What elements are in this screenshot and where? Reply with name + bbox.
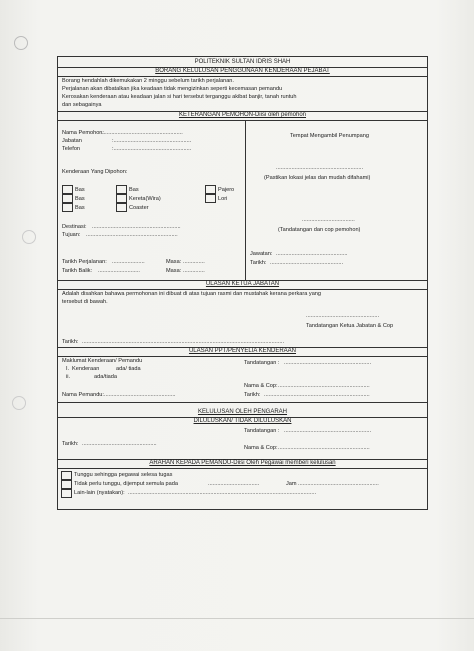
destinasi-label: Destinasi: (62, 224, 87, 230)
approval-section-title: KELULUSAN OLEH PENGARAH (197, 409, 288, 415)
vehicle-checkbox[interactable] (116, 185, 127, 194)
ppt-section-title: ULASAN PPT/PENYELIA KENDERAAN (188, 348, 297, 354)
form-title: BORANG KELULUSAN PENGGUNAAN KENDERAAN PEJABAT (155, 68, 330, 74)
item-2-number: ii. (66, 374, 71, 380)
tujuan-label: Tujuan: (62, 232, 81, 238)
jabatan-label: Jabatan (62, 138, 82, 144)
vehicle-checkbox[interactable] (205, 194, 216, 203)
driver-option-2-jam-field[interactable]: .................................................... (298, 481, 379, 487)
driver-option-2-date-field[interactable]: ................................. (208, 481, 260, 487)
ppt-tandatangan-field[interactable]: ........................................................ (284, 360, 372, 366)
driver-option-3-field[interactable]: ......................................................................................................................... (128, 490, 317, 496)
driver-option-checkbox[interactable] (61, 489, 72, 498)
destinasi-field[interactable]: ......................................................... (92, 224, 181, 230)
pickup-location-label: Tempat Mengambil Penumpang (290, 133, 369, 139)
nama-pemohon-label: Nama Pemohon: (62, 130, 104, 136)
approval-decision[interactable]: DILULUSKAN/ TIDAK DILULUSKAN (193, 418, 292, 424)
note-3: Kerosakan kenderaan atau keadaan jalan si hari tersebut terganggu akibat banjir, tanah runtuh (62, 94, 297, 100)
driver-option-2: Tidak perlu tunggu, dijemput semula pada (74, 481, 178, 487)
driver-option-2-jam-label: Jam (286, 481, 297, 487)
tarikh-label: Tarikh: (250, 260, 267, 266)
dept-statement-line-2: tersebut di bawah. (62, 299, 108, 305)
item-1-number: I. (66, 366, 70, 372)
jabatan-field[interactable]: :.................................................. (112, 138, 192, 144)
vehicle-option-label: Coaster (129, 205, 149, 211)
vehicle-option-label: Bas (75, 205, 85, 211)
nama-pemandu-field[interactable]: .............................................. (104, 392, 176, 398)
applicant-tarikh-field[interactable]: ............................................... (270, 260, 344, 266)
vehicle-approval-form (57, 56, 428, 510)
driver-section-title: ARAHAN KEPADA PEMANDU-Diisi Oleh Pegawai memberi kelulusan (149, 460, 336, 466)
item-1-value: ada/ tiada (116, 366, 141, 372)
item-2-value: ada/tiada (94, 374, 118, 380)
vehicle-label: Kenderaan Yang Dipohon: (62, 169, 128, 175)
approval-tandatangan-field[interactable]: ........................................................ (284, 428, 372, 434)
note-4: dan sebagainya (62, 102, 102, 108)
nama-pemohon-field[interactable]: .................................................... (102, 130, 183, 136)
ppt-tarikh-label: Tarikh: (244, 392, 261, 398)
dept-tarikh-label: Tarikh: (62, 339, 79, 345)
approval-tarikh-label: Tarikh: (62, 441, 79, 447)
pickup-location-note: (Pastikan lokasi jelas dan mudah difahami) (264, 175, 371, 181)
vehicle-option-label: Bas (75, 187, 85, 193)
note-2: Perjalanan akan dibatalkan jika keadaan tidak mengizinkan seperti kecemasan pemandu (62, 86, 283, 92)
jawatan-label: Jawatan: (250, 251, 273, 257)
applicant-section-title: KETERANGAN PEMOHON-Diisi oleh pemohon (178, 112, 307, 118)
bottom-page-edge (0, 618, 474, 619)
vehicle-checkbox[interactable] (116, 203, 127, 212)
vehicle-option-label: Pajero (218, 187, 235, 193)
masa-label: Masa: (166, 268, 182, 274)
note-1: Borang hendahlah dikemukakan 2 minggu sebelum tarikh perjalanan. (62, 78, 234, 84)
ppt-nama-cop-label: Nama & Cop: (244, 383, 278, 389)
driver-option-3: Lain-lain (nyatakan): (74, 490, 125, 496)
vehicle-checkbox[interactable] (62, 185, 73, 194)
tujuan-field[interactable]: ........................................................... (86, 232, 178, 238)
masa-label: Masa: (166, 259, 182, 265)
ppt-nama-cop-field[interactable]: ........................................................... (278, 383, 370, 389)
institution-name: POLITEKNIK SULTAN IDRIS SHAH (194, 59, 291, 65)
ppt-tandatangan-label: Tandatangan : (244, 360, 280, 366)
dept-statement-line-1: Adalah disahkan bahawa permohonan ini dibuat di atas tujuan rasmi dan mustahak kerana perkara yang (62, 291, 322, 297)
driver-option-checkbox[interactable] (61, 471, 72, 480)
driver-option-1: Tunggu sehingga pegawai selesa tugas (74, 472, 173, 478)
pickup-location-field[interactable]: ........................................................ (276, 165, 364, 171)
vehicle-checkbox[interactable] (62, 203, 73, 212)
dept-signature-field[interactable]: ............................................... (306, 313, 380, 319)
approval-tarikh-field[interactable]: ................................................ (82, 441, 157, 447)
vehicle-option-label: Bas (129, 187, 139, 193)
applicant-signature-note: (Tandatangan dan cop pemohon) (278, 227, 361, 233)
dept-tarikh-field[interactable]: .................................................................................................................................. (82, 339, 285, 345)
driver-option-checkbox[interactable] (61, 480, 72, 489)
tarikh-perjalanan-label: Tarikh Perjalanan: (62, 259, 107, 265)
tarikh-perjalanan-field[interactable]: ..................... (112, 259, 145, 265)
dept-signature-label: Tandatangan Ketua Jabatan & Cop (306, 323, 394, 329)
vehicle-option-label: Kereta(Wira) (129, 196, 161, 202)
dept-section-title: ULASAN KETUA JABATAN (205, 281, 280, 287)
vehicle-option-label: Lori (218, 196, 228, 202)
binder-hole-mark (12, 396, 26, 410)
approval-nama-cop-field[interactable]: ........................................................... (278, 445, 370, 451)
nama-pemandu-label: Nama Pemandu: (62, 392, 104, 398)
vehicle-checkbox[interactable] (205, 185, 216, 194)
applicant-signature-field[interactable]: .................................. (302, 217, 355, 223)
masa-balik-field[interactable]: .............. (183, 268, 205, 274)
approval-nama-cop-label: Nama & Cop: (244, 445, 278, 451)
vehicle-checkbox[interactable] (62, 194, 73, 203)
approval-tandatangan-label: Tandatangan : (244, 428, 280, 434)
binder-hole-mark (14, 36, 28, 50)
binder-hole-mark (22, 230, 36, 244)
telefon-label: Telefon (62, 146, 81, 152)
tarikh-balik-field[interactable]: ........................... (98, 268, 140, 274)
item-1-label: Kenderaan (72, 366, 100, 372)
vehicle-checkbox[interactable] (116, 194, 127, 203)
vehicle-option-label: Bas (75, 196, 85, 202)
ppt-tarikh-field[interactable]: .................................................................... (264, 392, 370, 398)
tarikh-balik-label: Tarikh Balik: (62, 268, 93, 274)
maklumat-label: Maklumat Kenderaan/ Pemandu (62, 358, 143, 364)
telefon-field[interactable]: :.................................................. (112, 146, 192, 152)
masa-perjalanan-field[interactable]: .............. (183, 259, 205, 265)
jawatan-field[interactable]: .............................................. (276, 251, 348, 257)
